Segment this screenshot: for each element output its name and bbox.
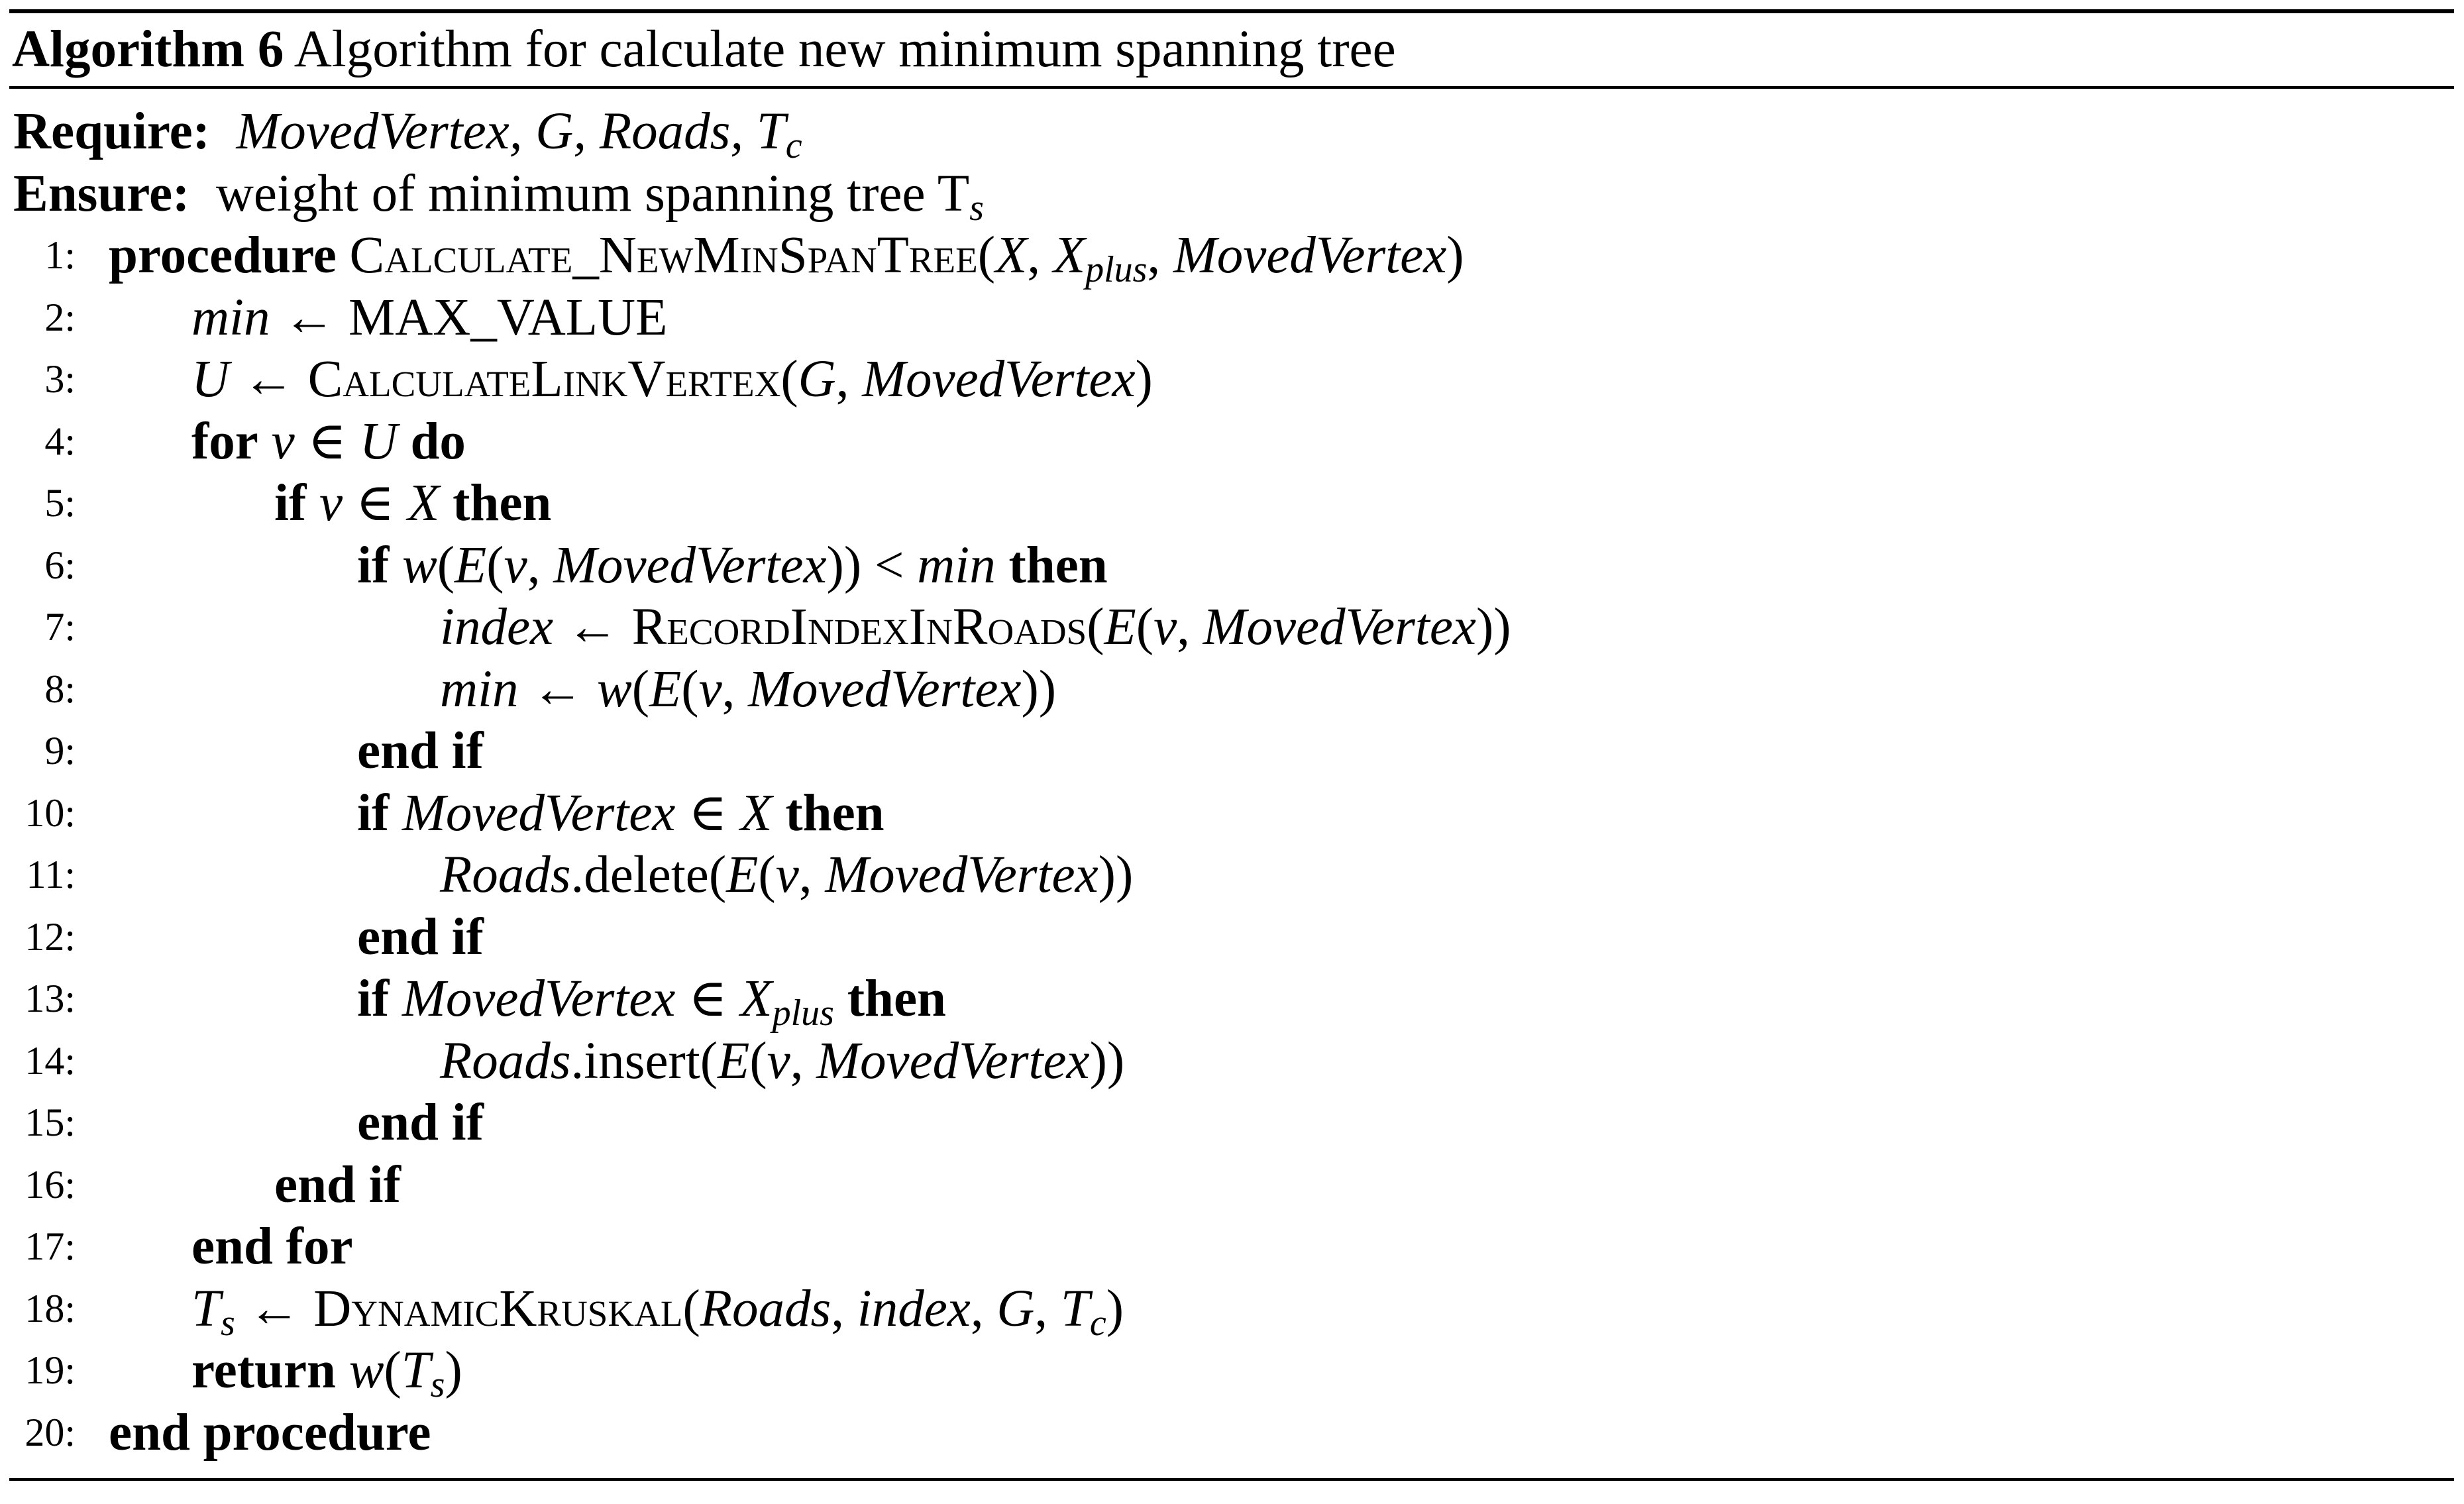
algorithm-caption bbox=[9, 13, 2454, 86]
algorithm-number: Algorithm 6 bbox=[12, 21, 284, 78]
algorithm-line bbox=[9, 1154, 2454, 1216]
algorithm-line bbox=[9, 287, 2454, 349]
require-subscript: c bbox=[785, 125, 802, 166]
line-number: 20: bbox=[25, 1410, 76, 1454]
line-number: 19: bbox=[25, 1348, 76, 1392]
line-number: 17: bbox=[25, 1224, 76, 1268]
ensure-label: Ensure: bbox=[13, 164, 190, 223]
algorithm-line bbox=[9, 411, 2454, 473]
line-number: 1: bbox=[44, 233, 76, 277]
algorithm-lines bbox=[9, 225, 2454, 1464]
line-content: Roads.insert(E(v, MovedVertex)) bbox=[440, 1032, 1125, 1090]
line-content: end if bbox=[357, 1094, 484, 1152]
require-line bbox=[9, 101, 2454, 166]
line-content: min ← MAX_VALUE bbox=[191, 288, 668, 347]
line-content: return $w(T_s)$ bbox=[191, 1342, 462, 1405]
line-content: Roads.delete(E(v, MovedVertex)) bbox=[440, 846, 1134, 904]
algorithm-line bbox=[9, 535, 2454, 597]
ensure-line bbox=[9, 163, 2454, 229]
line-number: 15: bbox=[25, 1101, 76, 1144]
algorithm-line bbox=[9, 844, 2454, 906]
algorithm-line bbox=[9, 1402, 2454, 1464]
line-number: 12: bbox=[25, 914, 76, 959]
algorithm-line bbox=[9, 1278, 2454, 1344]
algorithm-line bbox=[9, 1092, 2454, 1154]
line-number: 3: bbox=[44, 357, 76, 401]
line-number: 10: bbox=[25, 790, 76, 835]
line-number: 13: bbox=[25, 977, 76, 1020]
algorithm-line bbox=[9, 1216, 2454, 1278]
algorithm-line bbox=[9, 596, 2454, 659]
line-content: end if bbox=[357, 722, 484, 780]
line-number: 5: bbox=[44, 481, 76, 525]
algorithm-line bbox=[9, 1340, 2454, 1405]
line-content: min ← w(E(v, MovedVertex)) bbox=[440, 660, 1057, 718]
algorithm-line bbox=[9, 349, 2454, 411]
line-number: 14: bbox=[25, 1038, 76, 1083]
line-content: if w(E(v, MovedVertex)) < min then bbox=[357, 536, 1108, 594]
line-number: 8: bbox=[44, 667, 76, 711]
line-number: 7: bbox=[44, 605, 76, 649]
line-number: 6: bbox=[44, 543, 76, 587]
line-content: $T_s$ ← DynamicKruskal(Roads, index, G, $T_c$) bbox=[191, 1279, 1124, 1344]
algorithm-line bbox=[9, 659, 2454, 721]
algorithm-line bbox=[9, 1030, 2454, 1093]
algorithm-line bbox=[9, 225, 2454, 290]
line-content: end for bbox=[191, 1218, 353, 1275]
algorithm-line bbox=[9, 906, 2454, 969]
line-content: index ← RecordIndexInRoads(E(v, MovedVertex)) bbox=[440, 598, 1511, 656]
line-number: 16: bbox=[25, 1162, 76, 1207]
algorithm-line bbox=[9, 782, 2454, 845]
line-content: end procedure bbox=[109, 1403, 431, 1462]
line-content: for v ∈ U do bbox=[191, 412, 466, 470]
line-content: end if bbox=[357, 908, 484, 966]
line-content: procedure Calculate_NewMinSpanTree(X, $X_{plus}$, MovedVertex) bbox=[109, 227, 1464, 290]
line-number: 9: bbox=[44, 729, 76, 773]
ensure-text: weight of minimum spanning tree T bbox=[215, 164, 970, 223]
line-number: 18: bbox=[25, 1286, 76, 1330]
line-content: U ← CalculateLinkVertex(G, MovedVertex) bbox=[191, 350, 1153, 408]
algorithm-line bbox=[9, 472, 2454, 535]
line-content: if MovedVertex ∈ $X_{plus}$ then bbox=[357, 970, 946, 1034]
line-number: 2: bbox=[44, 295, 76, 339]
ensure-subscript: s bbox=[969, 187, 984, 229]
line-number: 11: bbox=[26, 853, 76, 896]
line-content: end if bbox=[274, 1155, 401, 1214]
algorithm-title: Algorithm for calculate new minimum spanning tree bbox=[294, 21, 1396, 78]
line-content: if MovedVertex ∈ X then bbox=[357, 784, 884, 842]
require-text: MovedVertex, G, Roads, T bbox=[236, 103, 786, 160]
algorithm-line bbox=[9, 968, 2454, 1034]
bottom-rule bbox=[9, 1478, 2454, 1481]
algorithm-block bbox=[9, 9, 2454, 1481]
require-label: Require: bbox=[13, 103, 210, 160]
algorithm-body bbox=[9, 89, 2454, 1478]
line-content: if v ∈ X then bbox=[274, 474, 552, 532]
algorithm-line bbox=[9, 720, 2454, 782]
line-number: 4: bbox=[44, 419, 76, 463]
